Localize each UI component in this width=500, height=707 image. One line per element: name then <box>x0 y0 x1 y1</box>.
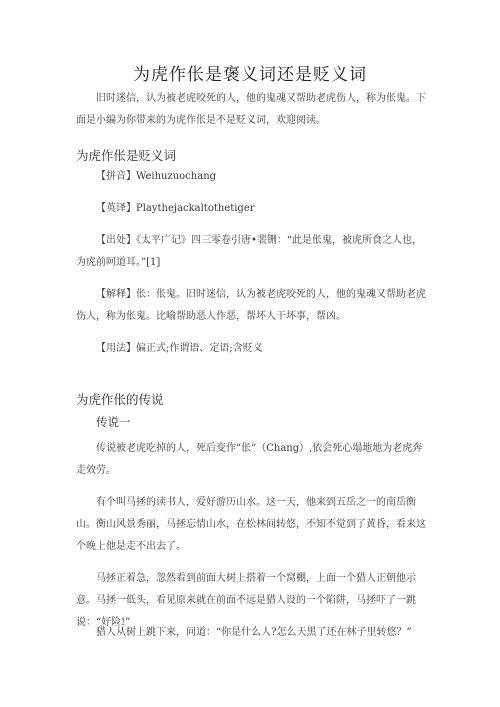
section-heading-legend: 为虎作伥的传说 <box>76 392 164 407</box>
section-heading-derogatory: 为虎作伥是贬义词 <box>76 148 177 163</box>
intro-paragraph: 旧时迷信，认为被老虎咬死的人，他的鬼魂又帮助老虎伤人，称为伥鬼。下面是小编为你带来的为虎作伥是不是贬义词，欢迎阅读。 <box>76 93 426 126</box>
usage-line: 【用法】偏正式;作谓语、定语;含贬义 <box>96 343 263 354</box>
explanation-paragraph: 【解释】伥：伥鬼。旧时迷信，认为被老虎咬死的人，他的鬼魂又帮助老虎伤人，称为伥鬼。比喻帮助恶人作恶，帮坏人干坏事，帮凶。 <box>76 289 426 322</box>
legend-paragraph-1: 传说被老虎吃掉的人，死后变作“伥”（Chang）,依会死心塌地地为老虎奔走效劳。 <box>76 443 423 476</box>
english-line: 【英译】Playthejackaltothetiger <box>96 203 255 214</box>
legend-paragraph-3: 马拯正着急，忽然看到前面大树上搭着一个窝棚，上面一个猎人正朝他示意。马拯一低头，看见原来就在前面不远是猎人设的一个陷阱，马拯吓了一跳说：“好险!” <box>76 573 416 628</box>
source-paragraph: 【出处】《太平广记》四三零卷引唐•裴铏：“此是伥鬼，被虎所食之人也，为虎前呵道耳。”[1] <box>76 235 423 268</box>
document-title: 为虎作伥是褒义词还是贬义词 <box>133 65 367 85</box>
pinyin-line: 【拼音】Weihuzuochang <box>96 171 217 182</box>
legend-paragraph-4: 猎人从树上跳下来，问道：“你是什么人?怎么天黑了还在林子里转悠？” <box>96 627 412 638</box>
legend-paragraph-2: 有个叫马拯的读书人，爱好游历山水。这一天，他来到五岳之一的南岳衡山。衡山风景秀丽，马拯忘情山水，在松林间转悠，不知不觉到了黄昏，看来这个晚上他是走不出去了。 <box>76 497 426 552</box>
legend-one-heading: 传说一 <box>96 415 131 429</box>
